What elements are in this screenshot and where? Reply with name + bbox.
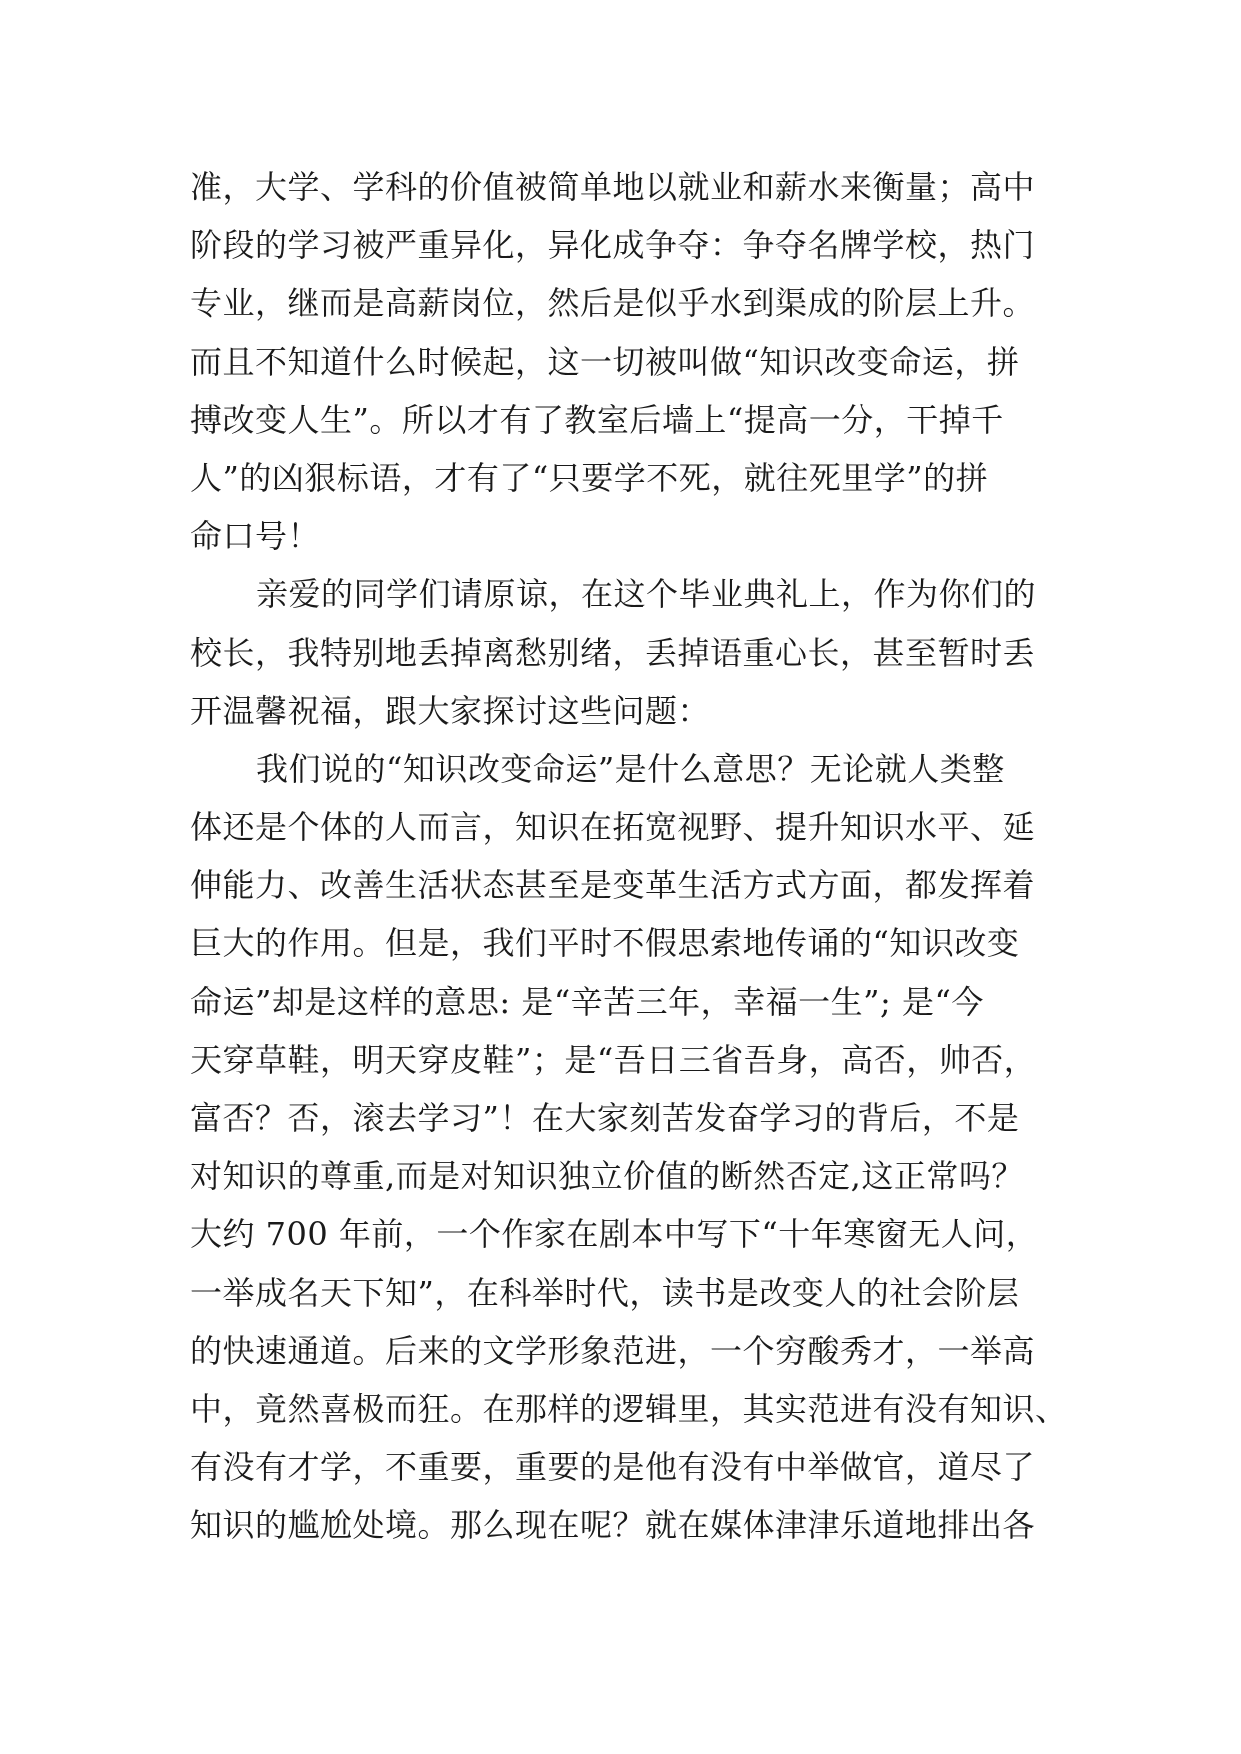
text-line: 伸能力、改善生活状态甚至是变革生活方式方面，都发挥着	[190, 866, 1036, 905]
text-line: 人”的凶狠标语，才有了“只要学不死，就往死里学”的拼	[190, 458, 989, 497]
text-line: 而且不知道什么时候起，这一切被叫做“知识改变命运，拼	[190, 342, 1020, 381]
text-line: 有没有才学，不重要，重要的是他有没有中举做官，道尽了	[190, 1448, 1036, 1487]
text-line: 搏改变人生”。所以才有了教室后墙上“提高一分，干掉千	[190, 400, 1004, 439]
text-line: 校长，我特别地丢掉离愁别绪，丢掉语重心长，甚至暂时丢	[190, 633, 1036, 672]
text-line: 富否？否，滚去学习”！在大家刻苦发奋学习的背后，不是	[190, 1099, 1020, 1137]
text-line: 阶段的学习被严重异化，异化成争夺：争夺名牌学校，热门	[190, 226, 1036, 265]
text-line: 中，竟然喜极而狂。在那样的逻辑里，其实范进有没有知识、	[190, 1389, 1068, 1428]
body-text	[190, 158, 1070, 1555]
text-line: 命运”却是这样的意思: 是“辛苦三年，幸福一生”; 是“今	[190, 982, 984, 1021]
text-line: 我们说的“知识改变命运”是什么意思？无论就人类整	[256, 749, 1005, 788]
text-line: 巨大的作用。但是，我们平时不假思索地传诵的“知识改变	[190, 924, 1020, 963]
text-line: 的快速通道。后来的文学形象范进，一个穷酸秀才，一举高	[190, 1331, 1036, 1370]
text-line: 专业，继而是高薪岗位，然后是似乎水到渠成的阶层上升。	[190, 284, 1036, 323]
text-line: 一举成名天下知”，在科举时代，读书是改变人的社会阶层	[190, 1273, 1020, 1312]
text-line: 知识的尴尬处境。那么现在呢？就在媒体津津乐道地排出各	[190, 1506, 1036, 1545]
text-line: 命口号！	[190, 517, 321, 556]
text-line: 亲爱的同学们请原谅，在这个毕业典礼上，作为你们的	[256, 575, 1037, 614]
text-line: 准，大学、学科的价值被简单地以就业和薪水来衡量；高中	[190, 168, 1036, 206]
text-line: 大约 700 年前，一个作家在剧本中写下“十年寒窗无人问，	[190, 1215, 1039, 1254]
text-line: 体还是个体的人而言，知识在拓宽视野、提升知识水平、延	[190, 808, 1036, 847]
text-line: 天穿草鞋，明天穿皮鞋”；是“吾日三省吾身，高否，帅否，	[190, 1040, 1037, 1079]
text-line: 对知识的尊重,而是对知识独立价值的断然否定,这正常吗？	[190, 1157, 1024, 1196]
text-line: 开温馨祝福，跟大家探讨这些问题：	[190, 691, 711, 730]
